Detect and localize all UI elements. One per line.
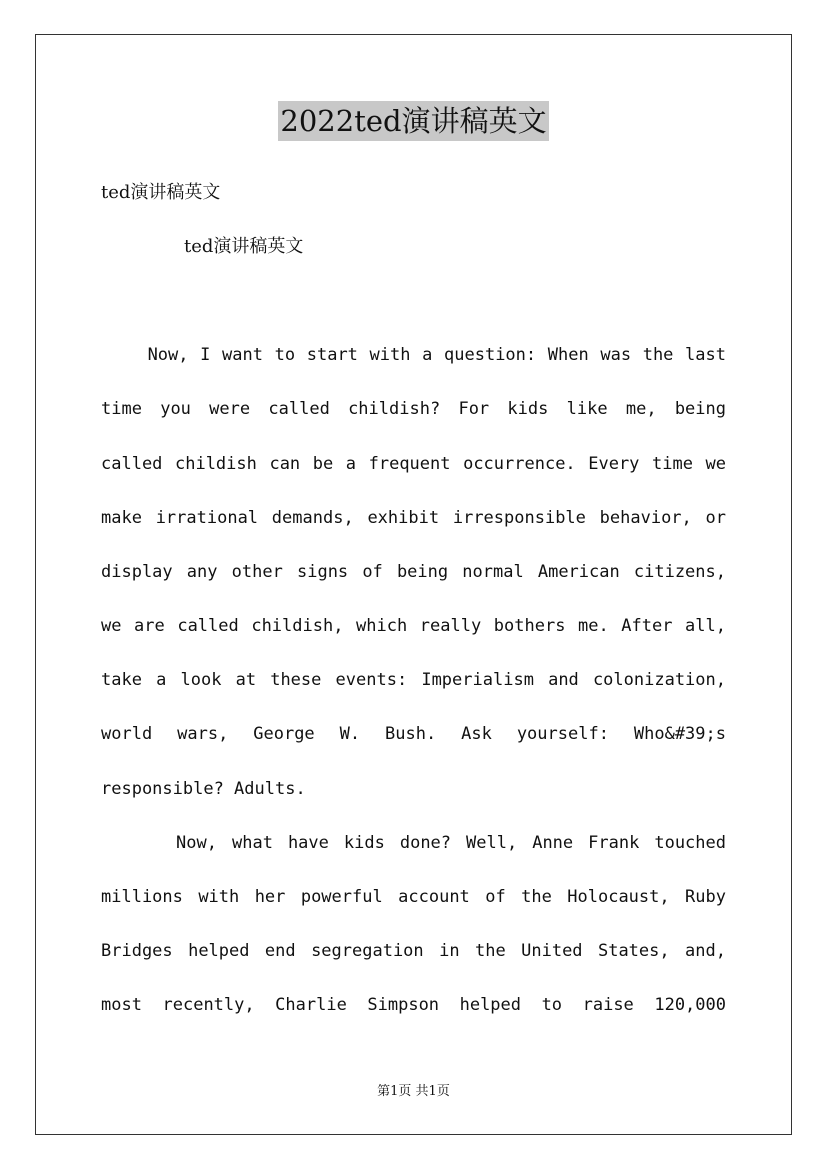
body-line: world wars, George W. Bush. Ask yourself: Who&#39;s — [101, 724, 726, 744]
body-line: Now, I want to start with a question: When was the last — [101, 345, 726, 365]
body-line: called childish can be a frequent occurrence. Every time we — [101, 454, 726, 474]
body-line: take a look at these events: Imperialism and colonization, — [101, 670, 726, 690]
body-line: display any other signs of being normal American citizens, — [101, 562, 726, 582]
title-container — [0, 101, 827, 141]
body-line: responsible? Adults. — [101, 779, 306, 799]
body-line: make irrational demands, exhibit irresponsible behavior, or — [101, 508, 726, 528]
document-title: 2022ted演讲稿英文 — [278, 101, 548, 141]
body-line: millions with her powerful account of the Holocaust, Ruby — [101, 887, 726, 907]
body-line: time you were called childish? For kids like me, being — [101, 399, 726, 419]
body-line: Bridges helped end segregation in the United States, and, — [101, 941, 726, 961]
document-subtitle-indented: ted演讲稿英文 — [184, 236, 304, 257]
body-line: most recently, Charlie Simpson helped to raise 120,000 — [101, 995, 726, 1015]
body-line: Now, what have kids done? Well, Anne Frank touched — [101, 833, 726, 853]
body-line: we are called childish, which really bothers me. After all, — [101, 616, 726, 636]
page-footer: 第1页 共1页 — [377, 1084, 450, 1099]
document-subtitle: ted演讲稿英文 — [101, 182, 221, 203]
